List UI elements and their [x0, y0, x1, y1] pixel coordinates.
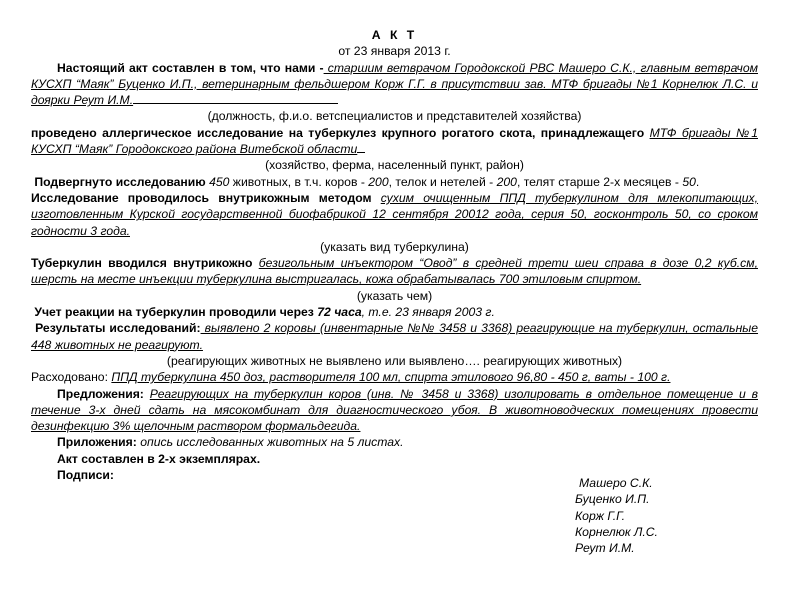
subjected-paragraph: Подвергнуто исследованию 450 животных, в т.ч. коров - 200, телок и нетелей - 200, телят старше 2-х месяцев - 50. [34, 174, 700, 189]
reading-text: , т.е. 23 января 2003 г. [361, 305, 495, 320]
signature-list [575, 475, 658, 556]
signature-name: Машеро С.К. [579, 476, 653, 490]
reading-paragraph [31, 304, 758, 320]
subjected-lead: Подвергнуто исследованию [34, 174, 206, 189]
method-lead: Исследование проводилось внутрикожным методом [31, 190, 372, 205]
reading-lead: Учет реакции на туберкулин проводили через [34, 305, 314, 320]
farm-caption: (хозяйство, ферма, населенный пункт, район) [265, 158, 524, 173]
consumption-lead: Расходовано: [31, 370, 108, 385]
attachments-paragraph [31, 434, 758, 450]
injection-caption: (указать чем) [356, 288, 433, 303]
copies-line: Акт составлен в 2-х экземплярах. [57, 451, 261, 466]
signature-name: Буценко И.П. [575, 492, 650, 507]
animal-count: 450 [209, 174, 230, 189]
attachments-text: опись исследованных животных на 5 листах. [136, 435, 404, 450]
reading-hours: 72 часа [317, 305, 362, 320]
consumption-paragraph [31, 369, 758, 385]
composition-text: старшим ветврачом Городокской РВС Машеро С.К., главным ветврачом КУСХП “Маяк” Буценко И.П., ветеринарным фельдшером Корж Г.Г. в присутствии зав. МТФ бригады №1 Корнелюк Л.С. и доярки Реут И.М. [31, 60, 758, 108]
results-text: выявлено 2 коровы (инвентарные №№ 3458 и 3368) реагирующие на туберкулин, остальные 448 животных не реагируют. [31, 321, 759, 352]
proposals-paragraph [31, 386, 758, 435]
injection-lead: Туберкулин вводился внутрикожно [31, 256, 253, 271]
fill-line [133, 92, 338, 104]
composition-paragraph [31, 60, 758, 109]
signature-name: Корж Г.Г. [575, 508, 625, 523]
injection-paragraph [31, 255, 758, 288]
composition-caption: (должность, ф.и.о. ветспециалистов и представителей хозяйства) [207, 109, 582, 124]
proposals-lead: Предложения: [57, 386, 144, 401]
results-paragraph [31, 320, 758, 353]
tuberculin-caption: (указать вид туберкулина) [320, 239, 469, 254]
results-caption: (реагирующих животных не выявлено или выявлено…. реагирующих животных) [166, 353, 623, 368]
signatures-label: Подписи: [57, 468, 114, 483]
act-date: от 23 января 2013 г. [338, 44, 451, 59]
results-lead: Результаты исследований: [35, 321, 201, 336]
signature-name: Реут И.М. [575, 541, 635, 556]
farm-text: МТФ бригады №1 КУСХП “Маяк” Городокского района Витебской области [31, 125, 758, 157]
act-document [31, 27, 758, 483]
heifer-count: 200 [496, 174, 517, 189]
method-paragraph [31, 190, 758, 239]
research-lead: проведено аллергическое исследование на туберкулез крупного рогатого скота, принадлежащего [31, 125, 645, 140]
act-title: А К Т [371, 28, 418, 42]
method-text: сухим очищенным ППД туберкулином для млекопитающих, изготовленным Курской государственной биофабрикой 12 сентября 20012 года, серия 50, госконтроль 50, со сроком годности 3 года. [31, 190, 759, 238]
composition-lead: Настоящий акт составлен в том, что нами - [57, 60, 324, 75]
signature-name: Корнелюк Л.С. [575, 524, 658, 539]
consumption-text: ППД туберкулина 450 доз, растворителя 100 мл, спирта этилового 96,80 - 450 г, ваты - 100 г. [111, 370, 671, 385]
proposals-text: Реагирующих на туберкулин коров (инв. № 3458 и 3368) изолировать в отдельное помещение и в течение 3-х дней сдать на мясокомбинат для диагностического убоя. В животноводческих помещениях провести дезинфекцию 3% щелочным раствором формальдегида. [31, 386, 759, 434]
injection-text: безигольным инъектором “Овод” в средней трети шеи справа в дозе 0,2 куб.см, шерсть на месте инъекции туберкулина выстригалась, кожа обрабатывалась 700 этиловым спиртом. [31, 256, 758, 287]
cow-count: 200 [368, 174, 389, 189]
fill-line [357, 141, 365, 153]
research-paragraph [31, 125, 758, 158]
attachments-lead: Приложения: [57, 435, 137, 450]
calf-count: 50 [682, 174, 696, 189]
